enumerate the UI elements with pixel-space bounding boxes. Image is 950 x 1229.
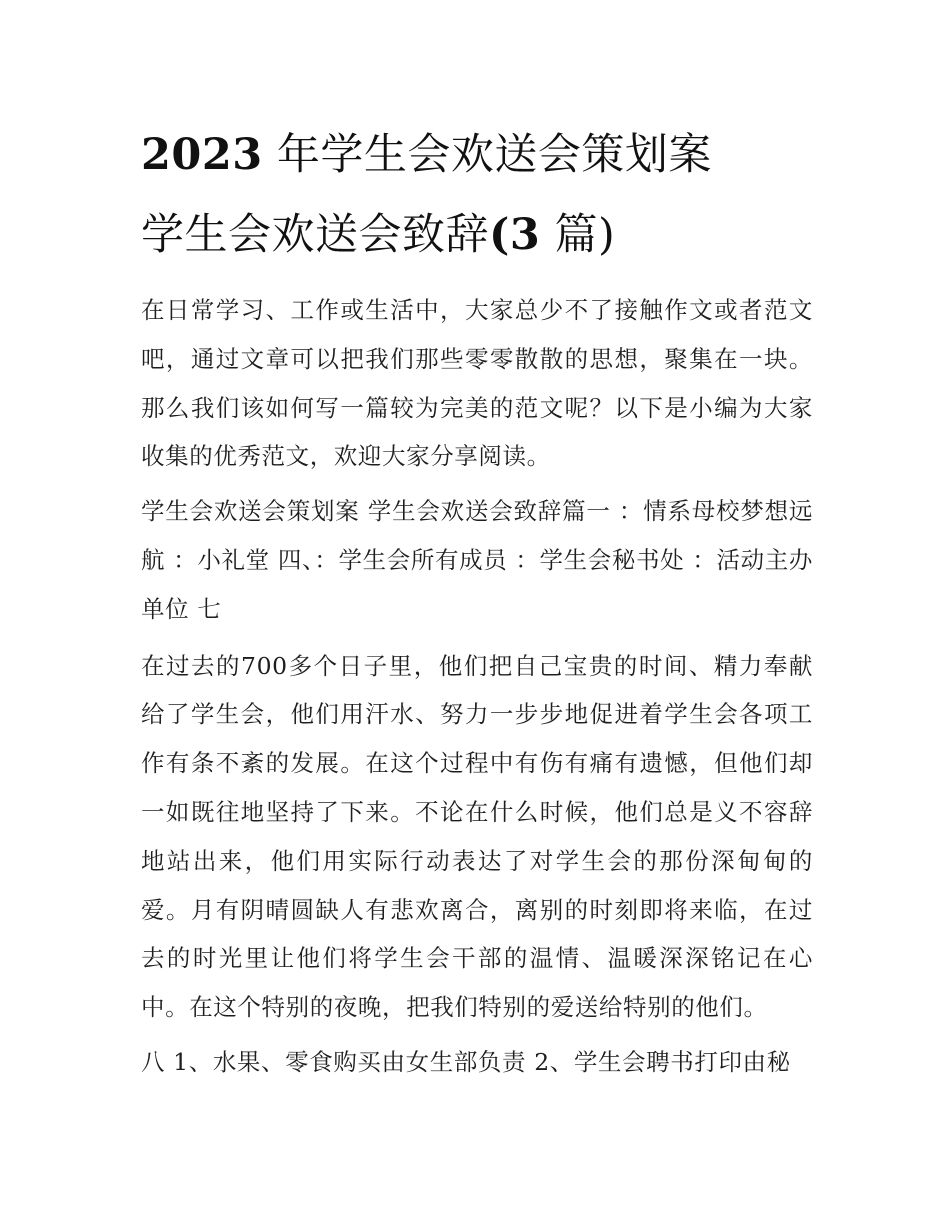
outline-paragraph: 学生会欢送会策划案 学生会欢送会致辞篇一 ：情系母校梦想远航 ：小礼堂 四、：学生会所有成员 ：学生会秘书处 ：活动主办单位 七	[141, 497, 813, 623]
title-line-2-text: 学生会欢送会致辞	[141, 209, 489, 260]
title-line-2	[141, 196, 813, 276]
title-line-2-tail: 篇)	[554, 209, 616, 260]
title-count: 3	[509, 209, 541, 260]
title-paren-open: (	[489, 209, 510, 260]
intro-paragraph: 在日常学习、工作或生活中，大家总少不了接触作文或者范文吧，通过文章可以把我们那些零零散散的思想，聚集在一块。那么我们该如何写一篇较为完美的范文呢？以下是小编为大家收集的优秀范文，欢迎大家分享阅读。	[141, 295, 813, 471]
title-year: 2023	[141, 130, 263, 180]
body-paragraph: 在过去的700多个日子里，他们把自己宝贵的时间、精力奉献给了学生会，他们用汗水、努力一步步地促进着学生会各项工作有条不紊的发展。在这个过程中有伤有痛有遗憾，但他们却一如既往地坚持了下来。不论在什么时候，他们总是义不容辞地站出来，他们用实际行动表达了对学生会的那份深甸甸的爱。月有阴晴圆缺人有悲欢离合，离别的时刻即将来临，在过去的时光里让他们将学生会干部的温情、温暖深深铭记在心中。在这个特别的夜晚，把我们特别的爱送给特别的他们。	[141, 651, 813, 1022]
document-title	[141, 116, 813, 276]
document-body	[141, 116, 813, 1087]
task-paragraph: 八 1、水果、零食购买由女生部负责 2、学生会聘书打印由秘	[141, 1047, 791, 1076]
title-line-1-text: 年学生会欢送会策划案	[276, 130, 712, 180]
title-line-1	[141, 116, 813, 196]
